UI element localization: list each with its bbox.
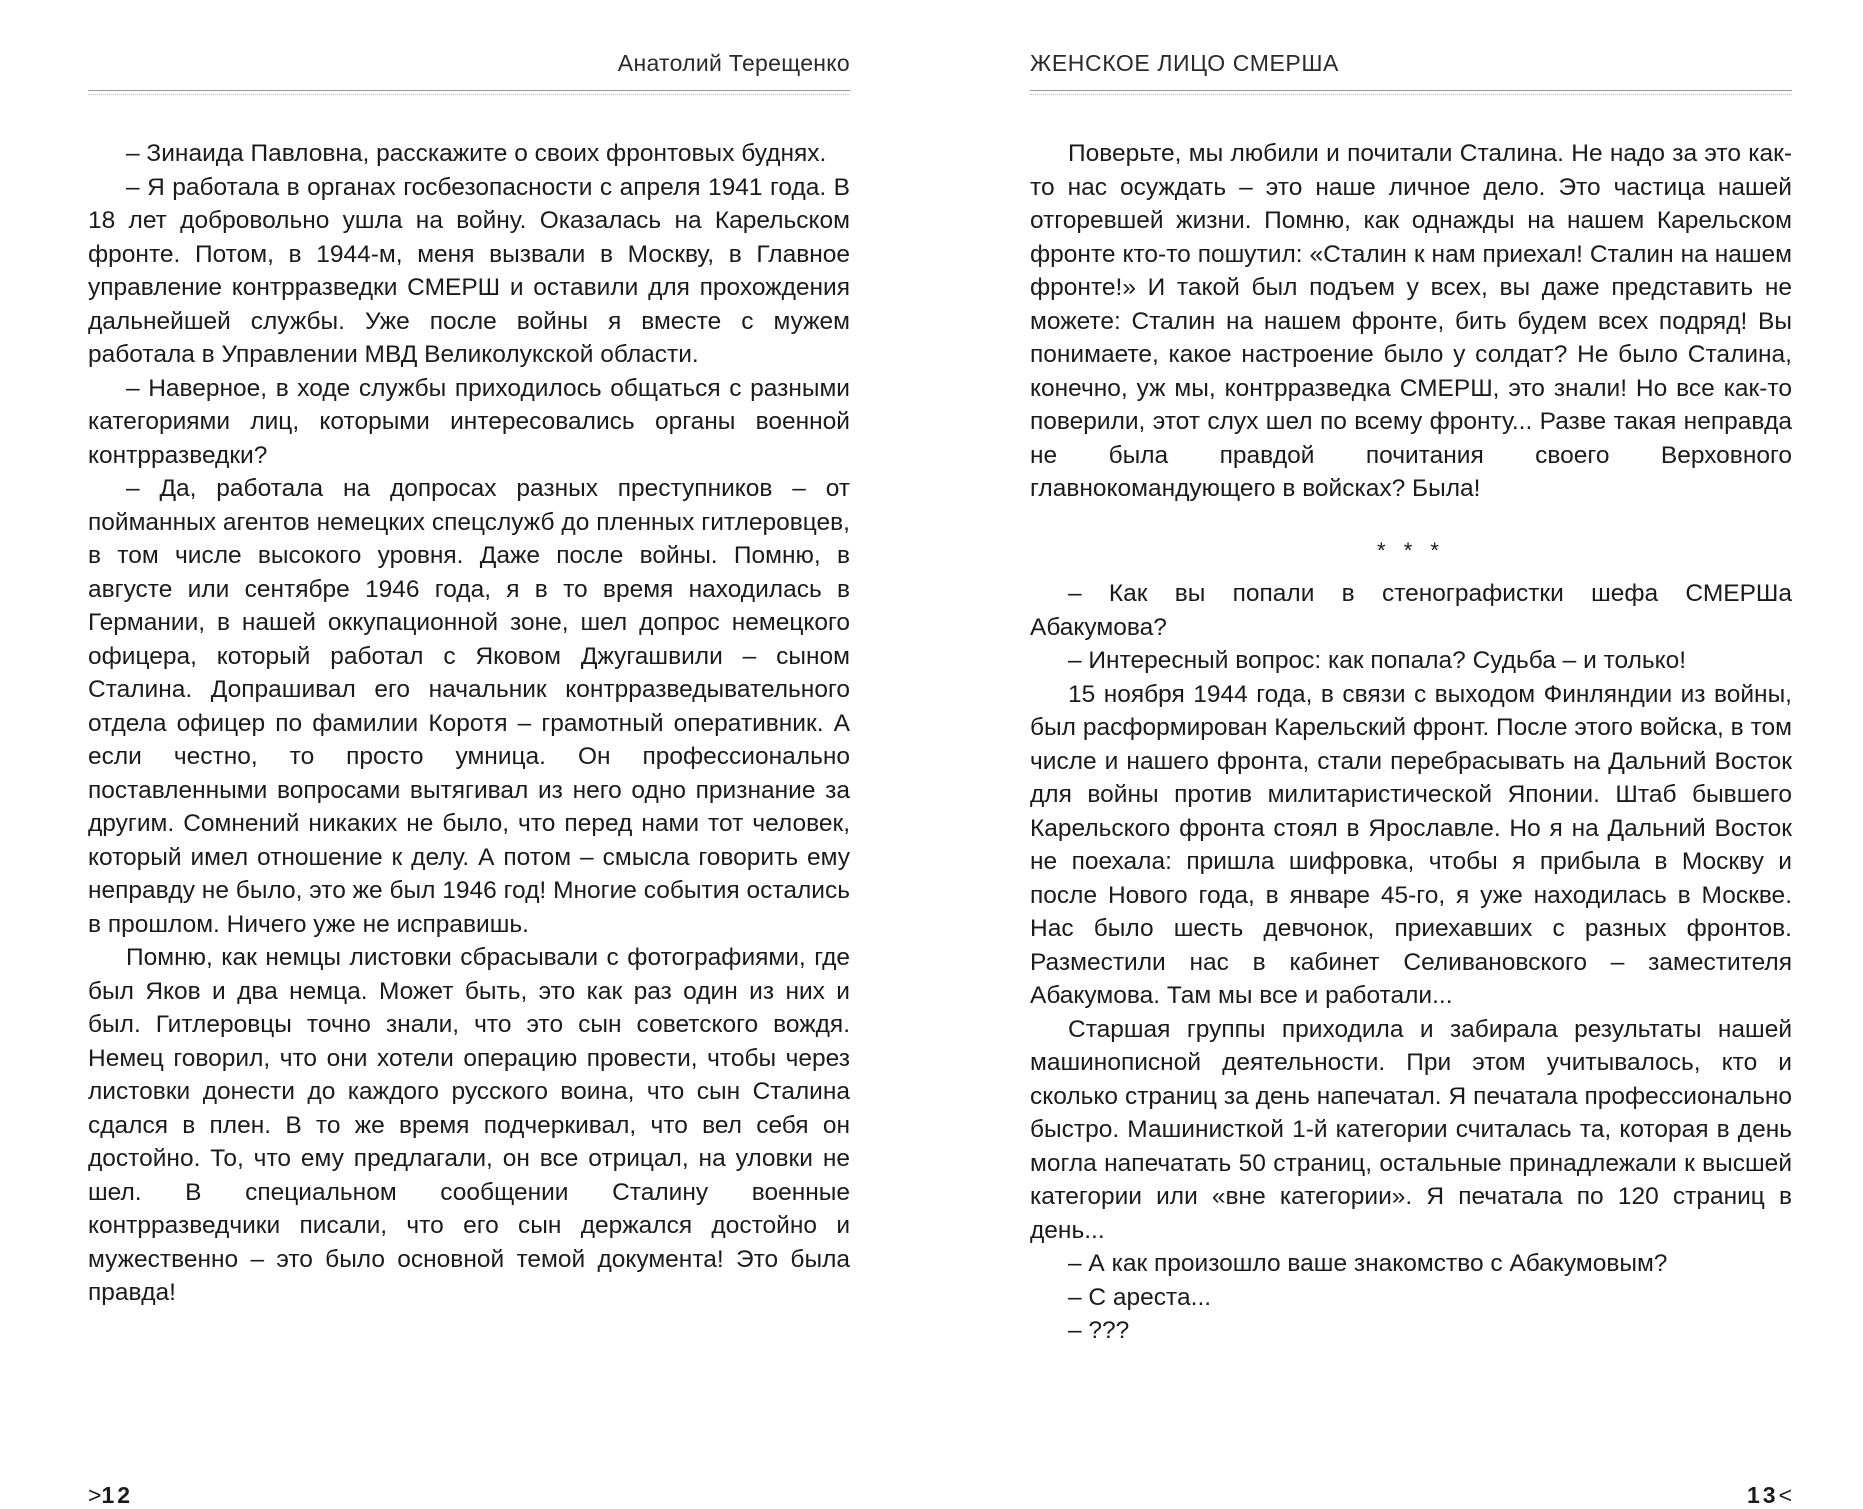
left-page xyxy=(88,0,850,1508)
section-break: * * * xyxy=(1377,537,1445,563)
paragraph: – С ареста... xyxy=(1068,1283,1212,1311)
paragraph: – Я работала в органах госбезопасности с апреля 1941 года. В 18 лет добровольно ушла на войну. Оказалась на Карельском фронте. Потом, в 1944-м, меня вызвали в Москву, в Главное управление контрразведки СМЕРШ и оставили для прохождения дальнейшей службы. Уже после войны я вместе с мужем работала в Управлении МВД Великолукской области. xyxy=(88,173,850,368)
folio-number: 13 xyxy=(1746,1482,1779,1508)
folio-mark: < xyxy=(1778,1482,1792,1508)
paragraph: 15 ноября 1944 года, в связи с выходом Финляндии из войны, был расформирован Карельский фронт. После этого войска, в том числе и нашего фронта, стали перебрасывать на Дальний Восток для войны против милитаристической Японии. Штаб бывшего Карельского фронта стоял в Ярославле. Но я на Дальний Восток не поехала: пришла шифровка, чтобы я прибыла в Москву и после Нового года, в январе 45-го, я уже находилась в Москве. Нас было шесть девчонок, приехавших с разных фронтов. Разместили нас в кабинет Селивановского – заместителя Абакумова. Там мы все и работали... xyxy=(1030,680,1792,1009)
right-header-rule xyxy=(1030,90,1792,91)
paragraph: – ??? xyxy=(1068,1317,1130,1344)
paragraph: Поверьте, мы любили и почитали Сталина. Не надо за это как-то нас осуждать – это наше личное дело. Это частица нашей отгоревшей жизни. Помню, как однажды на нашем Карельском фронте кто-то пошутил: «Сталин к нам приехал! Сталин на нашем фронте!» И такой был подъем у всех, вы даже представить не можете: Сталин на нашем фронте, бить будем всех подряд! Вы понимаете, какое настроение было у солдат? Не было Сталина, конечно, уж мы, контрразведка СМЕРШ, это знали! Но все как-то поверили, этот слух шел по всему фронту... Разве такая неправда не была правдой почитания своего Верховного главнокомандующего в войсках? Была! xyxy=(1030,140,1792,502)
right-body-text xyxy=(1030,137,1792,1348)
folio-mark: > xyxy=(88,1482,102,1508)
paragraph: – Как вы попали в стенографистки шефа СМЕРШа Абакумова? xyxy=(1030,580,1792,641)
paragraph: – Да, работала на допросах разных преступников – от пойманных агентов немецких спецслужб до пленных гитлеровцев, в том числе высокого уровня. Даже после войны. Помню, в августе или сентябре 1946 года, я в то время находилась в Германии, в нашей оккупационной зоне, шел допрос немецкого офицера, который работал с Яковом Джугашвили – сыном Сталина. Допрашивал его начальник контрразведывательного отдела офицер по фамилии Коротя – грамотный оперативник. А если честно, то просто умница. Он профессионально поставленными вопросами вытягивал из него одно признание за другим. Сомнений никаких не было, что перед нами тот человек, который имел отношение к делу. А потом – смысла говорить ему неправду не было, это же был 1946 год! Многие события остались в прошлом. Ничего уже не исправишь. xyxy=(88,475,850,938)
left-header-rule xyxy=(88,90,850,91)
paragraph: Помню, как немцы листовки сбрасывали с фотографиями, где был Яков и два немца. Может быть, это как раз один из них и был. Гитлеровцы точно знали, что это сын советского вождя. Немец говорил, что они хотели операцию провести, чтобы через листовки донести до каждого русского воина, что сын Сталина сдался в плен. В то же время подчеркивал, что вел себя он достойно. То, что ему предлагали, он все отрицал, на уловки не шел. В специальном сообщении Сталину военные контрразведчики писали, что его сын держался достойно и мужественно – это было основной темой документа! Это была правда! xyxy=(88,944,850,1306)
right-page-number xyxy=(1747,1482,1792,1509)
paragraph: – Зинаида Павловна, расскажите о своих фронтовых буднях. xyxy=(126,140,827,167)
paragraph: – Наверное, в ходе службы приходилось общаться с разными категориями лиц, которыми интересовались органы военной контрразведки? xyxy=(88,374,850,469)
right-running-head: ЖЕНСКОЕ ЛИЦО СМЕРША xyxy=(1030,50,1339,76)
paragraph: – А как произошло ваше знакомство с Абакумовым? xyxy=(1068,1250,1668,1277)
left-body-text xyxy=(88,137,850,1310)
folio-number: 12 xyxy=(101,1482,134,1508)
paragraph: – Интересный вопрос: как попала? Судьба – и только! xyxy=(1068,647,1687,674)
paragraph: Старшая группы приходила и забирала результаты нашей машинописной деятельности. При этом учитывалось, кто и сколько страниц за день напечатал. Я печатала профессионально быстро. Машинисткой 1-й категории считалась та, которая в день могла напечатать 50 страниц, остальные принадлежали к высшей категории или «вне категории». Я печатала по 120 страниц в день... xyxy=(1030,1015,1792,1244)
left-page-number xyxy=(88,1482,133,1509)
right-page xyxy=(1030,0,1792,1508)
left-running-head: Анатолий Терещенко xyxy=(617,50,850,76)
